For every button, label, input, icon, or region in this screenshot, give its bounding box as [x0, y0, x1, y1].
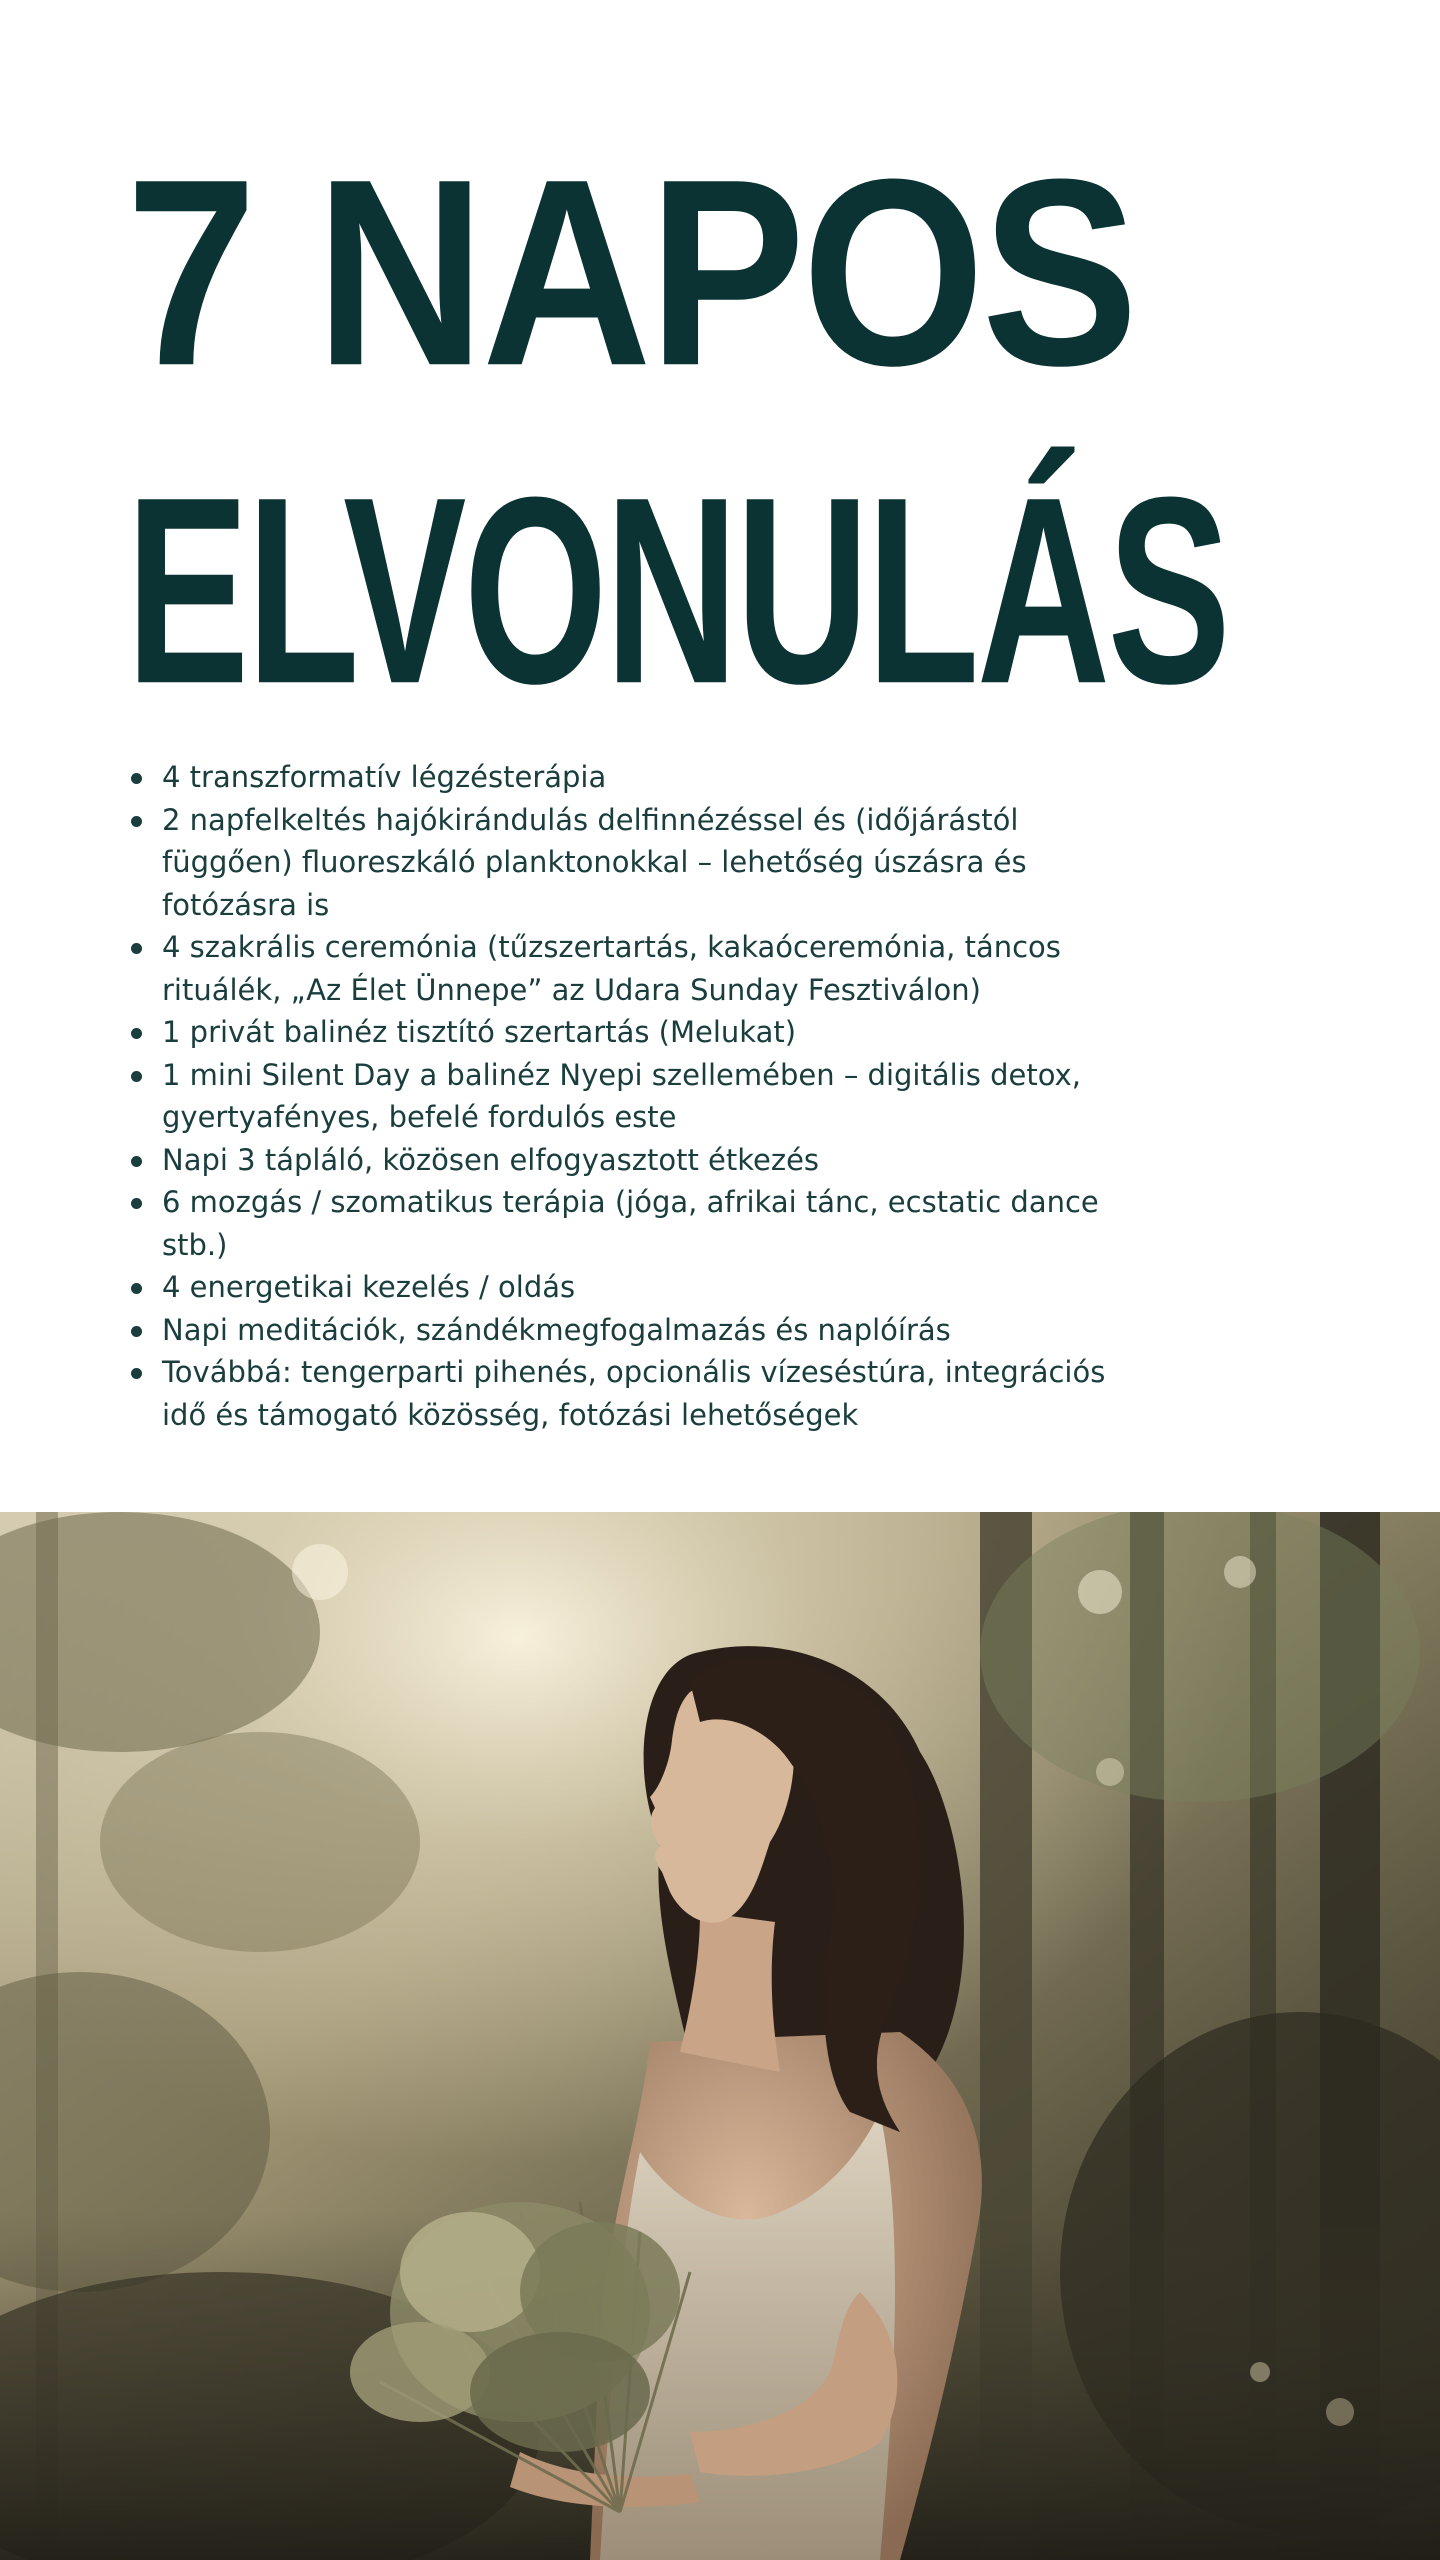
list-item — [162, 926, 1122, 1011]
list-item — [162, 1054, 1122, 1139]
bullet-icon — [131, 943, 142, 954]
bullet-icon — [131, 1368, 142, 1379]
page-title — [126, 124, 1306, 740]
list-item-text: 4 szakrális ceremónia (tűzszertartás, kakaóceremónia, táncos rituálék, „Az Élet Ünnepe” az Udara Sunday Fesztiválon) — [162, 930, 1061, 1007]
bullet-icon — [131, 816, 142, 827]
list-item — [162, 1139, 1122, 1182]
list-item-text: 4 energetikai kezelés / oldás — [162, 1270, 576, 1304]
bullet-icon — [131, 1071, 142, 1082]
list-item-text: 6 mozgás / szomatikus terápia (jóga, afrikai tánc, ecstatic dance stb.) — [162, 1185, 1099, 1262]
title-line-1: 7 NAPOS — [126, 124, 1136, 422]
list-item-text: 1 mini Silent Day a balinéz Nyepi szellemében – digitális detox, gyertyafényes, befelé fordulós este — [162, 1057, 1081, 1134]
bullet-icon — [131, 1283, 142, 1294]
list-item — [162, 756, 1122, 799]
list-item — [162, 1266, 1122, 1309]
list-item-text: Napi meditációk, szándékmegfogalmazás és naplóírás — [162, 1312, 951, 1347]
forest-woman-illustration — [0, 1512, 1440, 2560]
bullet-icon — [131, 1028, 142, 1039]
bullet-icon — [131, 773, 142, 784]
forest-woman-photo — [0, 1512, 1440, 2560]
list-item — [162, 799, 1122, 927]
bullet-icon — [131, 1156, 142, 1167]
list-item — [162, 1011, 1122, 1054]
title-line-2: ELVONULÁS — [126, 442, 1229, 740]
bullet-icon — [131, 1326, 142, 1337]
feature-list — [162, 756, 1122, 1436]
list-item — [162, 1351, 1122, 1436]
list-item-text: 2 napfelkeltés hajókirándulás delfinnézéssel és (időjárástól függően) fluoreszkáló planktonokkal – lehetőség úszásra és fotózásra is — [162, 802, 1027, 922]
list-item-text: 1 privát balinéz tisztító szertartás (Melukat) — [162, 1015, 797, 1049]
list-item-text: Továbbá: tengerparti pihenés, opcionális vízeséstúra, integrációs idő és támogató közösség, fotózási lehetőségek — [162, 1355, 1106, 1432]
list-item-text: 4 transzformatív légzésterápia — [162, 760, 607, 794]
bullet-icon — [131, 1198, 142, 1209]
list-item — [162, 1309, 1122, 1352]
list-item-text: Napi 3 tápláló, közösen elfogyasztott étkezés — [162, 1142, 820, 1177]
list-item — [162, 1181, 1122, 1266]
